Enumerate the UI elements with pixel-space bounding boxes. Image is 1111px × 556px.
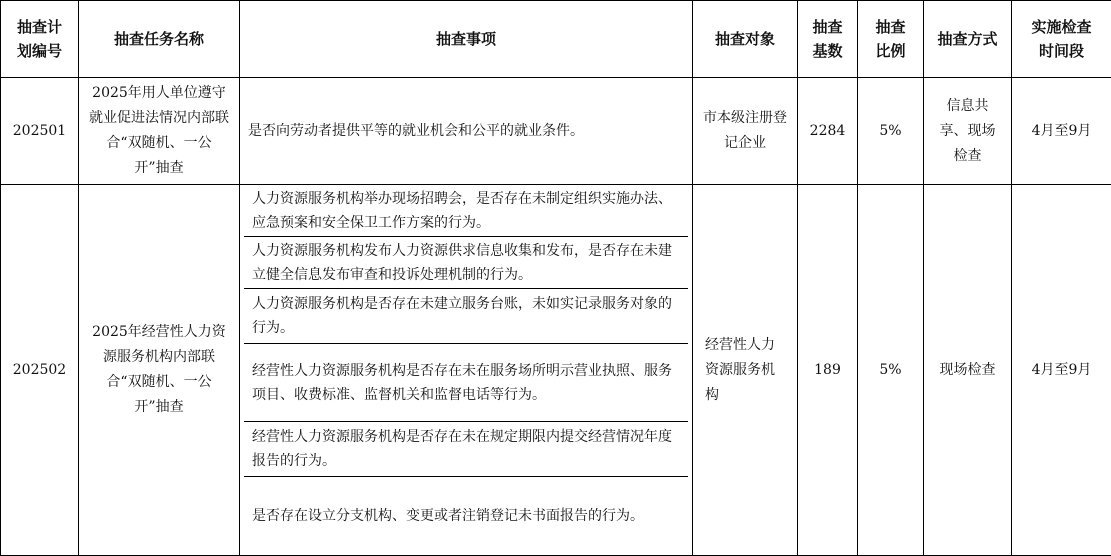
table-row [1,185,1111,556]
method-cell: 现场检查 [924,185,1012,556]
list-item: 是否存在设立分支机构、变更或者注销登记未书面报告的行为。 [244,477,688,555]
table-row [1,78,1111,185]
items-list [244,185,688,555]
task-name-cell: 2025年用人单位遵守就业促进法情况内部联合“双随机、一公开”抽查 [79,78,240,185]
item-cell: 是否向劳动者提供平等的就业机会和公平的就业条件。 [240,78,693,185]
plan-no-cell: 202502 [1,185,79,556]
list-item: 人力资源服务机构举办现场招聘会，是否存在未制定组织实施办法、应急预案和安全保卫工作方案的行为。 [244,185,688,237]
header-base: 抽查基数 [798,1,858,78]
header-method: 抽查方式 [924,1,1012,78]
header-plan-no: 抽查计划编号 [1,1,79,78]
period-cell: 4月至9月 [1012,78,1111,185]
period-cell: 4月至9月 [1012,185,1111,556]
list-item: 人力资源服务机构发布人力资源供求信息收集和发布，是否存在未建立健全信息发布审查和投诉处理机制的行为。 [244,237,688,289]
header-period: 实施检查时间段 [1012,1,1111,78]
header-ratio: 抽查比例 [858,1,924,78]
header-items: 抽查事项 [240,1,693,78]
base-cell: 2284 [798,78,858,185]
header-task-name: 抽查任务名称 [79,1,240,78]
method-cell: 信息共享、现场检查 [924,78,1012,185]
target-cell: 市本级注册登记企业 [693,78,798,185]
base-cell: 189 [798,185,858,556]
plan-no-cell: 202501 [1,78,79,185]
ratio-cell: 5% [858,185,924,556]
items-cell [240,185,693,556]
header-row [1,1,1111,78]
list-item: 经营性人力资源服务机构是否存在未在服务场所明示营业执照、服务项目、收费标准、监督机关和监督电话等行为。 [244,344,688,422]
list-item: 人力资源服务机构是否存在未建立服务台账，未如实记录服务对象的行为。 [244,289,688,344]
target-cell: 经营性人力资源服务机构 [693,185,798,556]
task-name-cell: 2025年经营性人力资源服务机构内部联合“双随机、一公开”抽查 [79,185,240,556]
list-item: 经营性人力资源服务机构是否存在未在规定期限内提交经营情况年度报告的行为。 [244,422,688,477]
header-target: 抽查对象 [693,1,798,78]
ratio-cell: 5% [858,78,924,185]
